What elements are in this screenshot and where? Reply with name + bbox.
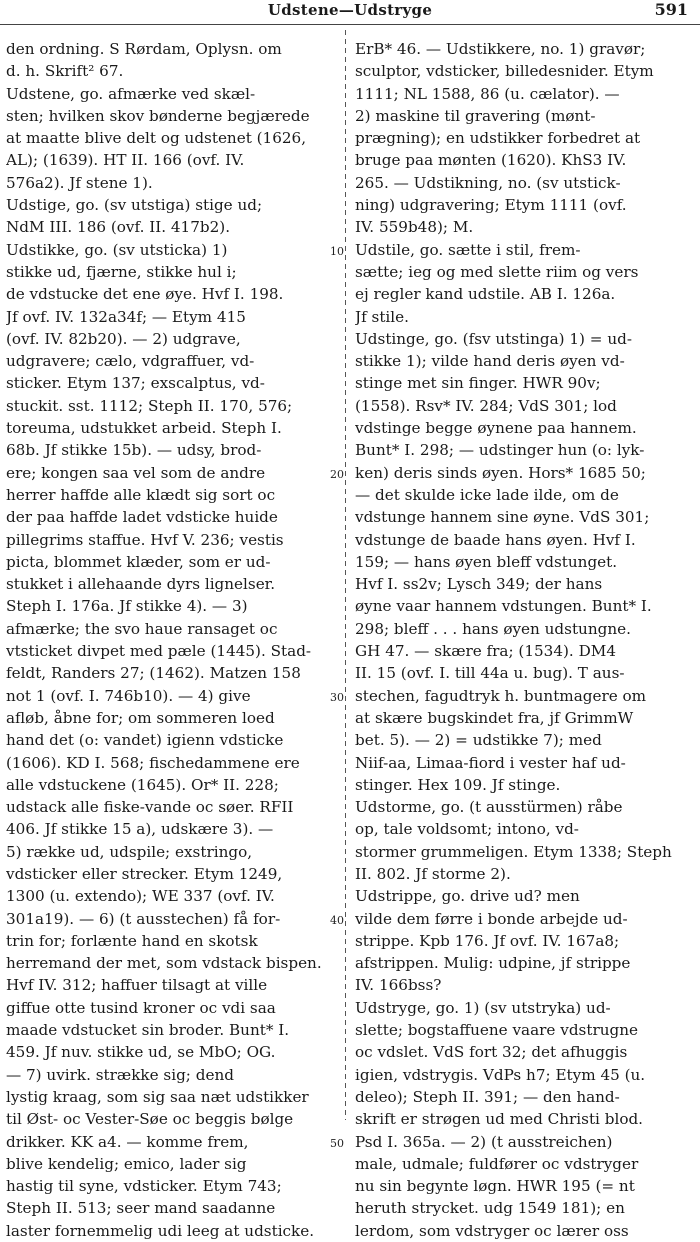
line-number: 40 [330,913,344,927]
text-line: not 1 (ovf. I. 746b10). — 4) give [6,686,251,705]
text-line: II. 802. Jf storme 2). [355,864,511,883]
text-line: stikke 1); vilde hand deris øyen vd- [355,352,625,371]
text-line: 298; bleff . . . hans øyen udstungne. [355,619,631,638]
text-line: sculptor, vdsticker, billedesnider. Etym [355,62,654,81]
text-line: IV. 559b48); M. [355,218,474,237]
text-line: stukket i allehaande dyrs lignelser. [6,575,276,594]
text-line: at maatte blive delt og udstenet (1626, [6,129,307,148]
text-line: 576a2). Jf stene 1). [6,173,153,192]
text-line: bet. 5). — 2) = udstikke 7); med [355,731,602,750]
text-line: ning) udgravering; Etym 1111 (ovf. [355,196,627,215]
text-line: stechen, fagudtryk h. buntmagere om [355,686,647,705]
text-line: Udstile, go. sætte i stil, frem- [355,240,581,259]
text-line: Udstorme, go. (t ausstürmen) råbe [355,798,623,817]
text-line: 1111; NL 1588, 86 (u. cælator). — [355,84,620,103]
text-line: sten; hvilken skov bønderne begjærede [6,106,310,125]
text-line: de vdstucke det ene øye. Hvf I. 198. [6,285,284,304]
text-line: den ordning. S Rørdam, Oplysn. om [6,40,282,58]
text-line: lerdom, som vdstryger oc lærer oss [355,1221,629,1240]
text-line: Jf stile. [355,307,409,326]
text-line: strippe. Kpb 176. Jf ovf. IV. 167a8; [355,931,620,950]
text-line: Steph II. 513; seer mand saadanne [6,1199,276,1218]
text-line: (1606). KD I. 568; fischedammene ere [6,753,300,772]
text-line: Hvf I. ss2v; Lysch 349; der hans [355,575,603,594]
text-line: Psd I. 365a. — 2) (t ausstreichen) [355,1132,613,1151]
text-line: 159; — hans øyen bleff vdstunget. [355,552,618,571]
text-line: stormer grummeligen. Etym 1338; Steph [355,842,672,861]
right-column [355,38,692,1242]
text-line: (1558). Rsv* IV. 284; VdS 301; lod [355,396,617,415]
text-line: igien, vdstrygis. VdPs h7; Etym 45 (u. [355,1065,646,1084]
text-line: op, tale voldsomt; intono, vd- [355,820,579,839]
text-line: at skære bugskindet fra, jf GrimmW [355,708,634,727]
text-line: 265. — Udstikning, no. (sv utstick- [355,173,621,192]
text-line: — 7) uvirk. strække sig; dend [6,1065,234,1084]
text-line: Udstige, go. (sv utstiga) stige ud; [6,196,263,215]
text-line: vdsticker eller strecker. Etym 1249, [6,864,283,883]
text-line: trin for; forlænte hand en skotsk [6,931,258,950]
text-line: oc vdslet. VdS fort 32; det afhuggis [355,1043,628,1062]
running-header [0,0,700,22]
text-line: skrift er strøgen ud med Christi blod. [355,1110,644,1129]
text-line: til Øst- oc Vester-Søe oc beggis bølge [6,1110,294,1129]
text-line: bruge paa mønten (1620). KhS3 IV. [355,151,627,170]
text-line: der paa haffde ladet vdsticke huide [6,508,278,527]
text-line: Udstinge, go. (fsv utstinga) 1) = ud- [355,329,632,348]
text-line: stikke ud, fjærne, stikke hul i; [6,262,237,281]
text-line: nu sin begynte løgn. HWR 195 (= nt [355,1177,635,1196]
text-line: 459. Jf nuv. stikke ud, se MbO; OG. [6,1043,276,1062]
text-line: Udstrippe, go. drive ud? men [355,887,580,906]
text-line: 406. Jf stikke 15 a), udskære 3). — [6,820,274,839]
column-divider [345,30,346,1120]
text-line: male, udmale; fuldfører oc vdstryger [355,1154,639,1173]
text-line: sætte; ieg og med slette riim og vers [355,262,639,281]
text-line: afstrippen. Mulig: udpine, jf strippe [355,954,631,973]
text-line: (ovf. IV. 82b20). — 2) udgrave, [6,329,241,348]
text-line: slette; bogstaffuene vaare vdstrugne [355,1021,638,1040]
text-line: herremand der met, som vdstack bispen. [6,954,322,973]
text-line: II. 15 (ovf. I. till 44a u. bug). T aus- [355,664,625,683]
text-line: sticker. Etym 137; exscalptus, vd- [6,374,265,393]
text-line: — det skulde icke lade ilde, om de [355,485,619,504]
text-line: Jf ovf. IV. 132a34f; — Etym 415 [6,307,246,326]
text-line: maade vdstucket sin broder. Bunt* I. [6,1021,290,1040]
line-number: 50 [330,1136,344,1150]
text-line: Udstene, go. afmærke ved skæl- [6,84,256,103]
page-number: 591 [654,0,688,19]
text-line: 301a19). — 6) (t ausstechen) få for- [6,909,281,928]
text-line: blive kendelig; emico, lader sig [6,1154,247,1173]
text-line: drikker. KK a4. — komme frem, [6,1132,249,1151]
text-line: 68b. Jf stikke 15b). — udsy, brod- [6,441,262,460]
text-line: Udstikke, go. (sv utsticka) 1) [6,240,228,259]
text-line: afløb, åbne for; om sommeren loed [6,708,275,727]
text-line: deleo); Steph II. 391; — den hand- [355,1087,620,1106]
text-line: vilde dem førre i bonde arbejde ud- [355,909,628,928]
text-line: heruth strycket. udg 1549 181); en [355,1199,625,1218]
text-line: picta, blommet klæder, som er ud- [6,552,271,571]
text-line: vdstunge de baade hans øyen. Hvf I. [355,530,636,549]
line-number: 10 [330,244,344,258]
text-line: toreuma, udstukket arbeid. Steph I. [6,419,282,438]
text-line: Hvf IV. 312; haffuer tilsagt at ville [6,976,268,995]
text-line: Steph I. 176a. Jf stikke 4). — 3) [6,597,248,616]
text-line: udgravere; cælo, vdgraffuer, vd- [6,352,255,371]
text-line: AL); (1639). HT II. 166 (ovf. IV. [6,151,245,170]
text-line: vdstinge begge øynene paa hannem. [355,419,637,438]
text-line: vtsticket divpet med pæle (1445). Stad- [6,642,312,661]
line-number: 20 [330,467,344,481]
text-line: ken) deris sinds øyen. Hors* 1685 50; [355,463,646,482]
text-line: vdstunge hannem sine øyne. VdS 301; [355,508,650,527]
left-column [6,38,333,1242]
text-line: afmærke; the svo haue ransaget oc [6,619,278,638]
text-line: GH 47. — skære fra; (1534). DM4 [355,642,616,661]
running-title: Udstene—Udstryge [267,1,433,19]
text-line: Niif-aa, Limaa-fiord i vester haf ud- [355,753,626,772]
text-line: alle vdstuckene (1645). Or* II. 228; [6,775,279,794]
text-line: herrer haffde alle klædt sig sort oc [6,485,276,504]
text-line: ere; kongen saa vel som de andre [6,463,266,482]
text-line: giffue otte tusind kroner oc vdi saa [6,998,276,1017]
text-line: hand det (o: vandet) igienn vdsticke [6,731,284,750]
text-line: pillegrims staffue. Hvf V. 236; vestis [6,530,284,549]
text-line: stuckit. sst. 1112; Steph II. 170, 576; [6,396,293,415]
text-line: Udstryge, go. 1) (sv utstryka) ud- [355,998,611,1017]
text-line: lystig kraag, som sig saa næt udstikker [6,1087,309,1106]
text-line: ErB* 46. — Udstikkere, no. 1) gravør; [355,40,646,58]
text-line: Bunt* I. 298; — udstinger hun (o: lyk- [355,441,645,460]
line-number: 30 [330,690,344,704]
text-line: feldt, Randers 27; (1462). Matzen 158 [6,664,301,683]
text-line: 5) række ud, udspile; exstringo, [6,842,253,861]
text-line: 1300 (u. extendo); WE 337 (ovf. IV. [6,887,275,906]
text-line: NdM III. 186 (ovf. II. 417b2). [6,218,231,237]
text-line: stinge met sin finger. HWR 90v; [355,374,601,393]
header-rule [0,24,700,25]
text-line: hastig til syne, vdsticker. Etym 743; [6,1177,282,1196]
text-line: prægning); en udstikker forbedret at [355,129,641,148]
text-line: øyne vaar hannem vdstungen. Bunt* I. [355,597,652,616]
text-line: IV. 166bss? [355,976,442,995]
text-line: ej regler kand udstile. AB I. 126a. [355,285,616,304]
text-line: 2) maskine til gravering (mønt- [355,106,596,125]
text-line: udstack alle fiske-vande oc søer. RFII [6,798,294,817]
text-line: stinger. Hex 109. Jf stinge. [355,775,561,794]
text-line: laster fornemmelig udi leeg at udsticke. [6,1221,315,1240]
text-line: d. h. Skrift² 67. [6,62,124,81]
